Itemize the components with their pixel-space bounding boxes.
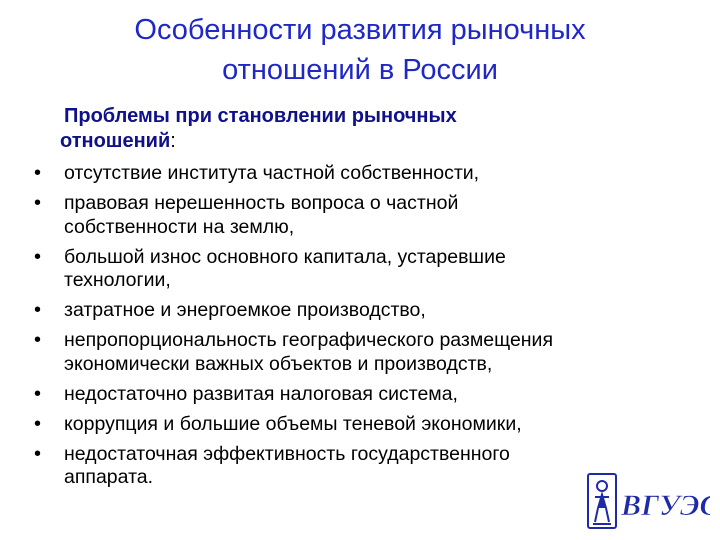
bullet-text-line-2: собственности на землю, [64,215,295,238]
slide-title-line-2: отношений в России [222,54,498,86]
bullet-item [34,299,694,323]
bullet-item [34,192,694,239]
bullet-text-line-1: коррупция и большие объемы теневой экономики, [64,412,522,435]
problems-subheading [60,104,620,154]
logo-wordmark: ВГУЭС [621,489,710,522]
bullet-text-line-2: технологии, [64,269,171,291]
bullet-text-line-1: затратное и энергоемкое производство, [64,299,426,321]
bullet-text-line-1: большой износ основного капитала, устаревшие [64,245,506,268]
bullet-dot-icon: • [34,299,42,321]
bullet-dot-icon: • [34,382,42,405]
bullet-dot-icon: • [34,412,42,435]
bullet-dot-icon: • [34,329,42,351]
bullet-dot-icon: • [34,162,42,184]
bullet-text-line-1: отсутствие института частной собственности, [64,162,480,184]
bullet-item [34,246,694,293]
bullet-item [34,329,694,376]
bullet-text-line-1: недостаточная эффективность государственного [64,442,510,465]
bullet-text-line-1: правовая нерешенность вопроса о частной [64,192,459,214]
bullet-dot-icon: • [34,192,42,214]
bullet-item [34,413,694,437]
subheading-line-2: отношений: [60,130,176,152]
bullet-item [34,383,694,407]
bullet-text-line-2: экономически важных объектов и производств, [64,352,493,375]
bullet-text-line-2: аппарата. [64,466,154,488]
bullet-item [34,162,694,186]
bullet-dot-icon: • [34,442,42,465]
subheading-line-1: Проблемы при становлении рыночных [64,105,457,127]
bullet-text-line-1: непропорциональность географического размещения [64,329,554,351]
university-logo [585,470,710,532]
slide-title-line-1: Особенности развития рыночных [134,14,586,46]
bullet-text-line-1: недостаточно развитая налоговая система, [64,382,458,405]
bullet-dot-icon: • [34,245,42,268]
slide-title [60,10,660,90]
university-emblem-icon [585,470,710,532]
problems-bullet-list [34,162,694,496]
